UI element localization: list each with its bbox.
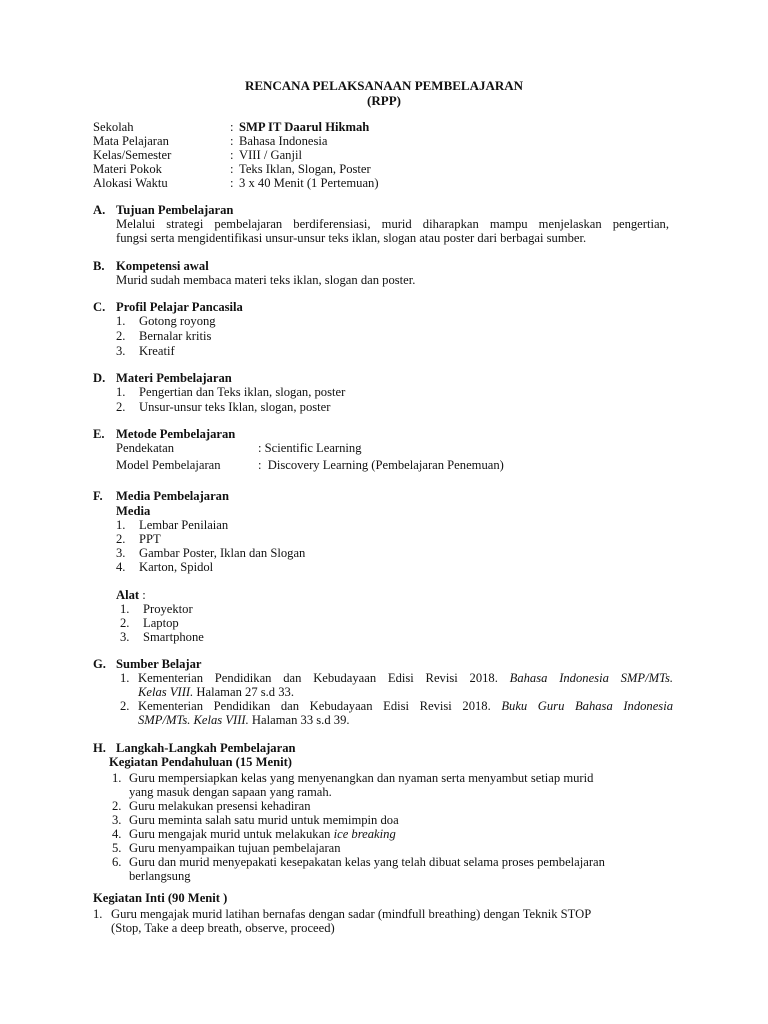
section-letter: G. [93,657,106,671]
section-heading: Metode Pembelajaran [116,427,236,441]
subsection-title: Kegiatan Inti (90 Menit ) [93,891,228,905]
source-title: SMP/MTs. Kelas VIII. [138,713,249,727]
identity-value: Bahasa Indonesia [239,134,328,148]
source-title: Kelas VIII. [138,685,194,699]
identity-colon: : [230,120,234,134]
list-number: 2. [112,799,122,813]
list-item-cont: berlangsung [129,869,191,883]
list-item: Guru mengajak murid latihan bernafas dengan sadar (mindfull breathing) dengan Teknik STOP [111,907,592,921]
section-letter: D. [93,371,106,385]
list-number: 3. [120,630,130,644]
source-text: Kementerian Pendidikan dan Kebudayaan Edisi Revisi 2018. [138,699,491,713]
list-item [129,827,396,841]
list-number: 4. [112,827,122,841]
source-line [138,713,350,727]
list-item: Guru dan murid menyepakati kesepakatan kelas yang telah dibuat selama proses pembelajaran [129,855,605,869]
section-letter: B. [93,259,105,273]
section-letter: H. [93,741,106,755]
list-item: Laptop [143,616,179,630]
list-number: 2. [116,400,126,414]
section-heading: Profil Pelajar Pancasila [116,300,243,314]
list-number: 3. [116,546,126,560]
list-item-text: Guru mengajak murid untuk melakukan [129,827,334,841]
method-label: Model Pembelajaran [116,458,221,472]
list-number: 1. [116,385,126,399]
source-title: Bahasa Indonesia SMP/MTs. [509,671,673,685]
section-heading: Sumber Belajar [116,657,202,671]
list-item: Lembar Penilaian [139,518,229,532]
identity-label: Sekolah [93,120,134,134]
subsection-title: Kegiatan Pendahuluan (15 Menit) [109,755,292,769]
list-item: Gambar Poster, Iklan dan Slogan [139,546,306,560]
section-heading: Tujuan Pembelajaran [116,203,234,217]
source-text: Kementerian Pendidikan dan Kebudayaan Edisi Revisi 2018. [138,671,498,685]
list-number: 1. [120,602,130,616]
identity-label: Materi Pokok [93,162,162,176]
list-number: 2. [120,699,130,713]
list-number: 1. [116,518,126,532]
source-line [138,685,294,699]
method-value: : Scientific Learning [258,441,362,455]
section-letter: E. [93,427,105,441]
identity-label: Mata Pelajaran [93,134,169,148]
list-item: Bernalar kritis [139,329,212,343]
identity-colon: : [230,148,234,162]
alat-label: Alat [116,588,140,602]
subsection-label: Media [116,504,151,518]
source-text: Halaman 33 s.d 39. [248,713,350,727]
identity-value: 3 x 40 Menit (1 Pertemuan) [239,176,379,190]
section-text: Melalui strategi pembelajaran berdiferensiasi, murid diharapkan mampu menjelaskan pengertian, [116,217,669,231]
list-item: Guru menyampaikan tujuan pembelajaran [129,841,341,855]
source-line [138,699,673,713]
section-heading: Langkah-Langkah Pembelajaran [116,741,296,755]
list-item: Guru meminta salah satu murid untuk memimpin doa [129,813,399,827]
section-text: Murid sudah membaca materi teks iklan, slogan dan poster. [116,273,416,287]
list-item: Gotong royong [139,314,216,328]
list-number: 1. [120,671,130,685]
list-item: Proyektor [143,602,193,616]
list-number: 1. [116,314,126,328]
list-number: 1. [93,907,103,921]
identity-label: Alokasi Waktu [93,176,168,190]
list-item: Pengertian dan Teks iklan, slogan, poster [139,385,346,399]
identity-label: Kelas/Semester [93,148,172,162]
identity-colon: : [230,134,234,148]
list-item: Guru mempersiapkan kelas yang menyenangkan dan nyaman serta menyambut setiap murid [129,771,594,785]
list-number: 3. [116,344,126,358]
section-letter: A. [93,203,106,217]
list-item: Karton, Spidol [139,560,214,574]
list-number: 2. [116,329,126,343]
list-number: 6. [112,855,122,869]
document-title: RENCANA PELAKSANAAN PEMBELAJARAN [244,78,524,93]
identity-value: VIII / Ganjil [239,148,302,162]
document-subtitle: (RPP) [367,93,401,108]
source-text: Halaman 27 s.d 33. [193,685,294,699]
list-number: 1. [112,771,122,785]
list-item: Guru melakukan presensi kehadiran [129,799,311,813]
source-line [138,671,673,685]
list-number: 2. [120,616,130,630]
list-number: 4. [116,560,126,574]
section-heading: Media Pembelajaran [116,489,229,503]
list-item: Kreatif [139,344,175,358]
method-label: Pendekatan [116,441,175,455]
list-item: PPT [139,532,161,546]
section-letter: C. [93,300,106,314]
list-number: 2. [116,532,126,546]
source-title: Buku Guru Bahasa Indonesia [501,699,673,713]
identity-colon: : [230,176,234,190]
list-item-cont: yang masuk dengan sapaan yang ramah. [129,785,332,799]
list-number: 3. [112,813,122,827]
list-item-term: ice breaking [333,827,396,841]
alat-colon: : [139,588,146,602]
subsection-label [116,588,146,602]
identity-value: SMP IT Daarul Hikmah [239,120,370,134]
list-item-cont: (Stop, Take a deep breath, observe, proceed) [111,921,335,935]
identity-value: Teks Iklan, Slogan, Poster [239,162,371,176]
section-heading: Kompetensi awal [116,259,209,273]
list-number: 5. [112,841,122,855]
method-value: : Discovery Learning (Pembelajaran Penemuan) [258,458,504,472]
section-letter: F. [93,489,103,503]
identity-colon: : [230,162,234,176]
section-heading: Materi Pembelajaran [116,371,232,385]
list-item: Unsur-unsur teks Iklan, slogan, poster [139,400,331,414]
section-text: fungsi serta mengidentifikasi unsur-unsur teks iklan, slogan atau poster dari berbagai sumber. [116,231,587,245]
list-item: Smartphone [143,630,204,644]
